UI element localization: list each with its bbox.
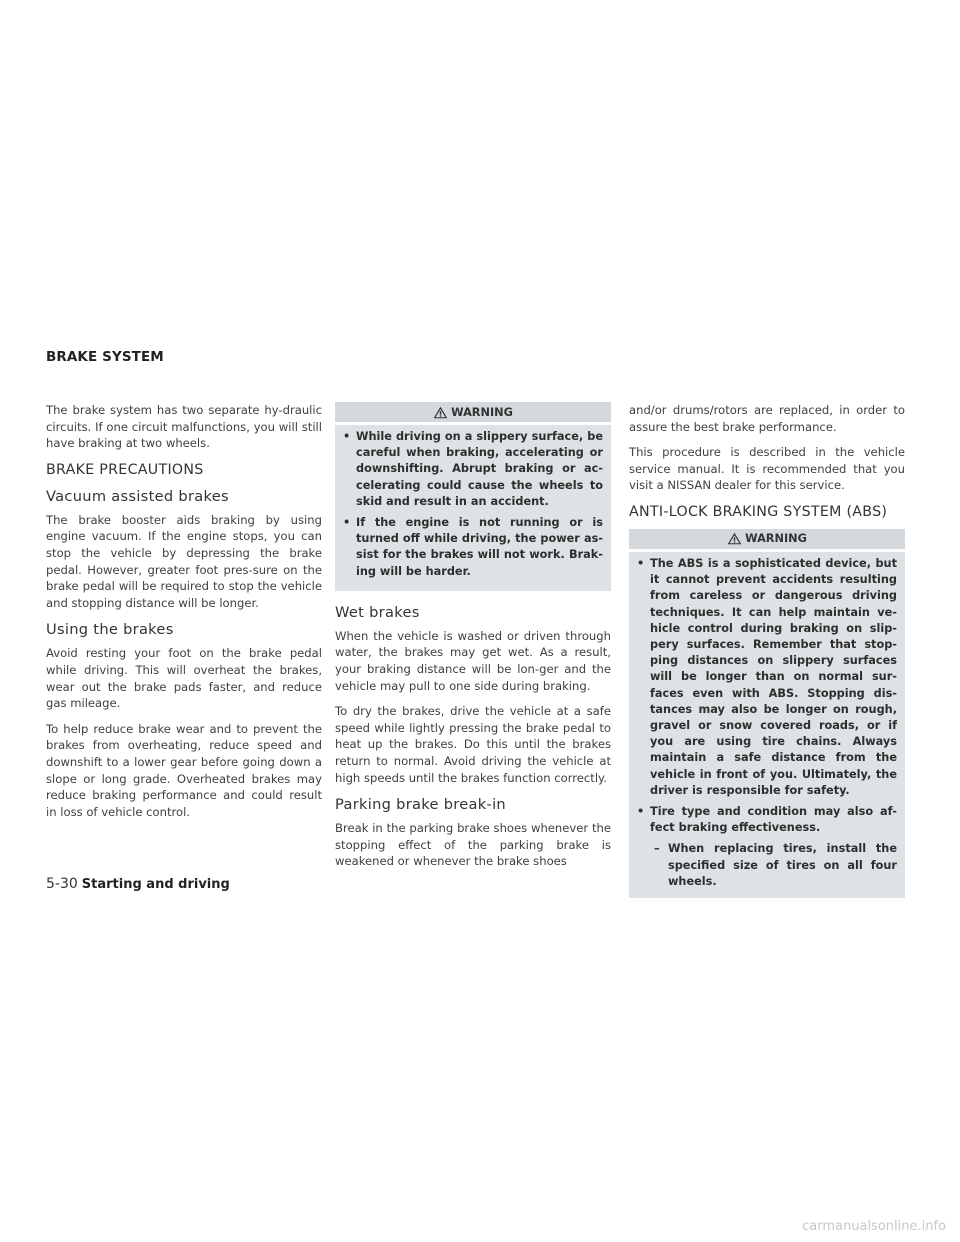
column-3 (629, 402, 905, 910)
warning-bullet: • If the engine is not running or is turned off while driving, the power as-sist for the brakes will not work. Brak-ing will be harder. (343, 515, 603, 580)
warning-triangle-icon (727, 532, 742, 545)
intro-paragraph: The brake system has two separate hy-draulic circuits. If one circuit malfunctions, you will still have braking at two wheels. (46, 403, 322, 451)
using-paragraph-2: To help reduce brake wear and to prevent the brakes from overheating, reduce speed and downshift to a lower gear before going down a slope or long grade. Overheated brakes may reduce braking performance and could result in loss of vehicle control. (46, 721, 322, 819)
wet-paragraph-1: When the vehicle is washed or driven through water, the brakes may get wet. As a result, your braking distance will be lon-ger and the vehicle may pull to one side during braking. (335, 628, 611, 693)
wet-paragraph-2: To dry the brakes, drive the vehicle at a safe speed while lightly pressing the brake pedal to heat up the brakes. Do this until the brakes return to normal. Avoid driving the vehicle at high speeds until the brakes function correctly. (335, 704, 611, 785)
warning-bullet: • The ABS is a sophisticated device, but it cannot prevent accidents resulting from careless or dangerous driving techniques. It can help maintain ve-hicle control during braking on slip-pery surfaces. Remember that stop-ping distances on slippery surfaces will be longer than on normal sur-faces even with ABS. Stopping dis-tances may also be longer on rough, gravel or snow covered roads, or if you are using tire chains. Always maintain a safe distance from the vehicle in front of you. Ultimately, the driver is responsible for safety. (637, 556, 897, 799)
warning-triangle-icon (433, 406, 448, 419)
heading-using-the-brakes: Using the brakes (46, 621, 174, 639)
column-2 (335, 402, 611, 879)
parking-paragraph: Break in the parking brake shoes whenever the stopping effect of the parking brake is weakened or whenever the brake shoes (335, 821, 611, 869)
heading-parking-brake-break-in: Parking brake break-in (335, 796, 506, 814)
warning-box-2 (629, 529, 905, 898)
warning-bullet: • While driving on a slippery surface, be careful when braking, accelerating or downshifting. Abrupt braking or ac-celerating could cause the wheels to skid and result in an accident. (343, 429, 603, 510)
section-title: BRAKE SYSTEM (46, 349, 164, 365)
page-number: 5-30 (46, 876, 78, 892)
heading-abs: ANTI-LOCK BRAKING SYSTEM (ABS) (629, 503, 888, 520)
heading-wet-brakes: Wet brakes (335, 603, 420, 621)
warning-box-1 (335, 402, 611, 591)
warning-label: WARNING (451, 405, 513, 419)
warning-bullet: • Tire type and condition may also af-fect braking effectiveness. (637, 804, 897, 836)
column-1 (46, 402, 322, 829)
heading-vacuum-assisted-brakes: Vacuum assisted brakes (46, 487, 229, 505)
vacuum-paragraph: The brake booster aids braking by using engine vacuum. If the engine stops, you can stop the vehicle by depressing the brake pedal. However, greater foot pres-sure on the brake pedal will be required to stop the vehicle and stopping distance will be longer. (46, 512, 322, 610)
parking-continued-paragraph: and/or drums/rotors are replaced, in order to assure the best brake performance. (629, 403, 905, 434)
warning-sub-bullet: – When replacing tires, install the specified size of tires on all four wheels. (637, 841, 897, 890)
service-manual-paragraph: This procedure is described in the vehicle service manual. It is recommended that you visit a NISSAN dealer for this service. (629, 445, 905, 493)
using-paragraph-1: Avoid resting your foot on the brake pedal while driving. This will overheat the brakes, wear out the brake pads faster, and reduce gas mileage. (46, 646, 322, 711)
warning-header (335, 402, 611, 425)
footer-section-name: Starting and driving (81, 877, 230, 892)
heading-brake-precautions: BRAKE PRECAUTIONS (46, 461, 204, 478)
page-footer (46, 876, 230, 892)
warning-label: WARNING (745, 532, 807, 546)
watermark: carmanualsonline.info (802, 1219, 946, 1234)
warning-header (629, 529, 905, 552)
